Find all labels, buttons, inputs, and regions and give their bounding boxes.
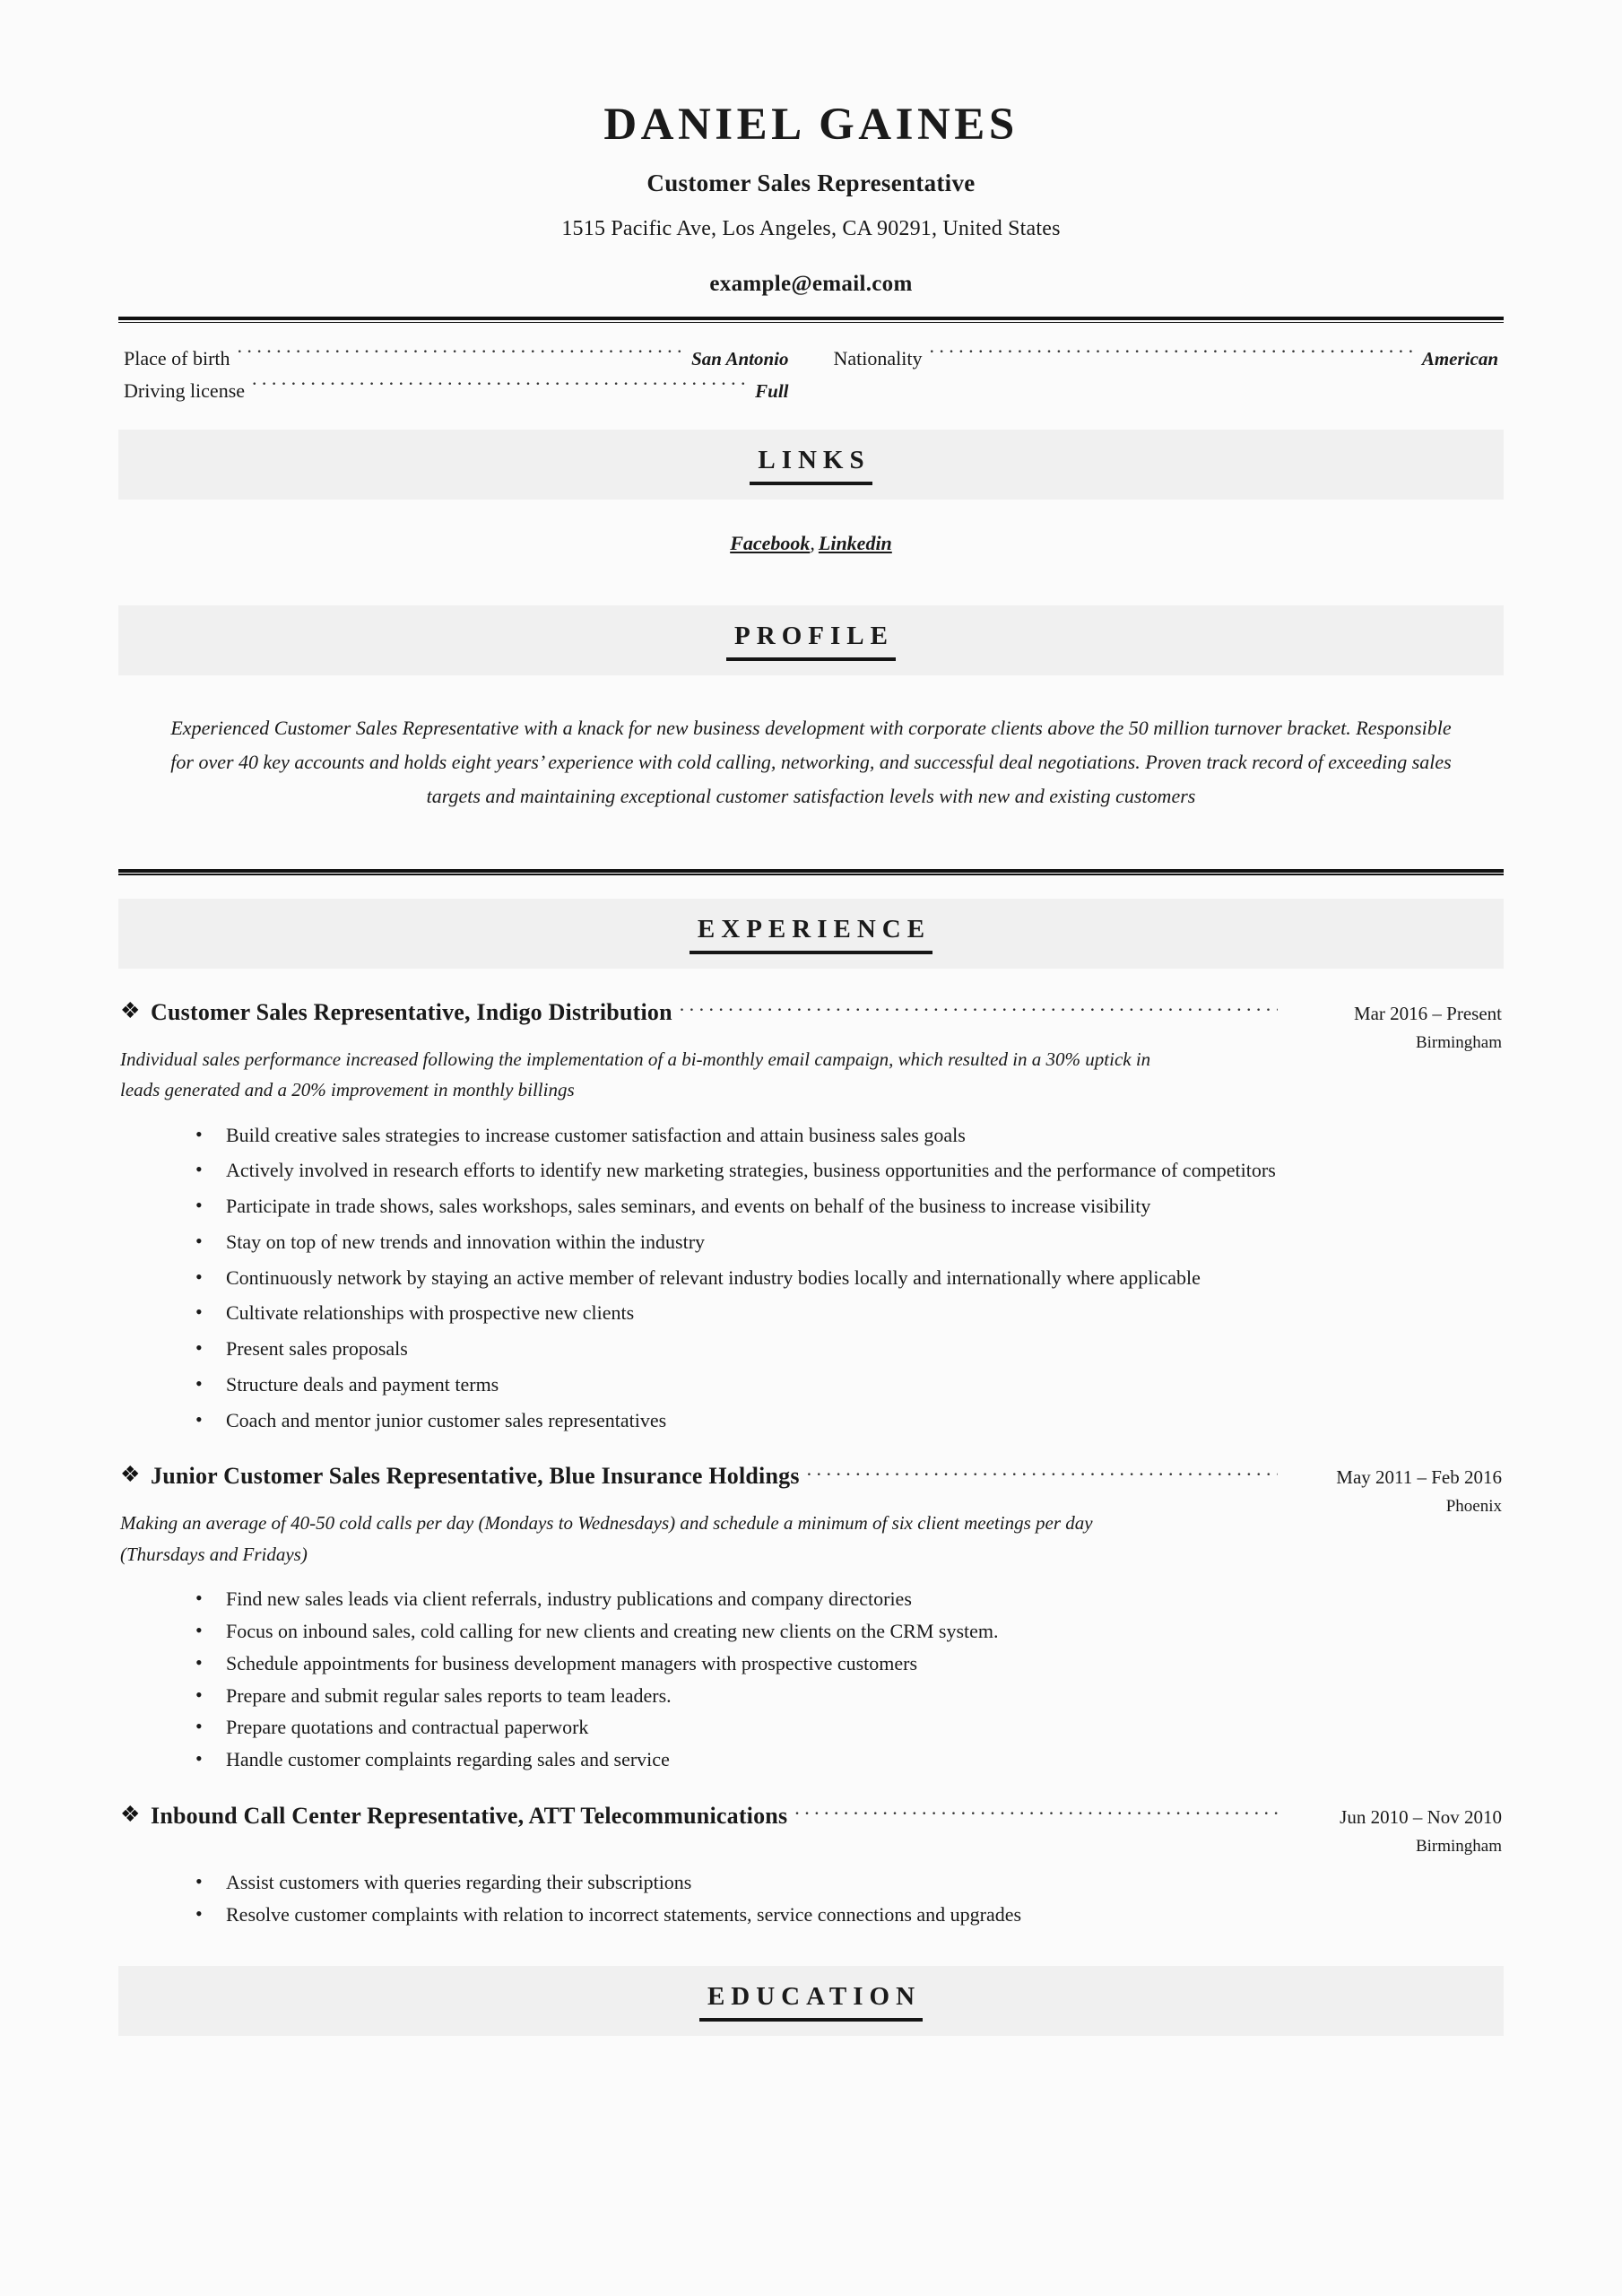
list-item: • Continuously network by staying an active member of relevant industry bodies locally and internationally where applicable bbox=[195, 1263, 1311, 1294]
list-item: • Resolve customer complaints with relation to incorrect statements, service connections and upgrades bbox=[195, 1900, 1311, 1931]
experience-meta bbox=[1297, 1466, 1502, 1517]
section-header-experience bbox=[118, 899, 1504, 969]
experience-body bbox=[120, 1867, 1502, 1931]
dotted-leader bbox=[807, 1469, 1278, 1483]
profile-body bbox=[118, 675, 1504, 838]
link-facebook[interactable]: Facebook bbox=[730, 532, 811, 555]
list-item: • Find new sales leads via client referrals, industry publications and company directories bbox=[195, 1584, 1311, 1615]
diamond-bullet-icon: ❖ bbox=[120, 1463, 141, 1488]
experience-summary: Making an average of 40-50 cold calls per day (Mondays to Wednesdays) and schedule a minimum of six client meetings per day (Thursdays and Fridays) bbox=[120, 1512, 1093, 1565]
experience-location: Birmingham bbox=[1415, 1836, 1502, 1856]
experience-bullets bbox=[120, 1584, 1502, 1776]
detail-row-nationality bbox=[834, 343, 1499, 375]
link-separator: , bbox=[810, 532, 815, 555]
header-divider bbox=[118, 317, 1504, 323]
experience-headline bbox=[120, 1803, 1502, 1857]
detail-row-driving-license bbox=[124, 375, 789, 407]
experience-dates: May 2011 – Feb 2016 bbox=[1336, 1466, 1502, 1489]
profile-text: Experienced Customer Sales Representative with a knack for new business development with corporate clients above the 50 million turnover bracket. Responsible for over 40 key accounts and holds eight years’ experience with cold calling, networking, and successful deal negotiations. Proven track record of exceeding sales targets and maintaining exceptional customer satisfaction levels with new and existing customers bbox=[170, 717, 1452, 807]
detail-row-place-of-birth bbox=[124, 343, 789, 375]
diamond-bullet-icon: ❖ bbox=[120, 998, 141, 1023]
link-linkedin[interactable]: Linkedin bbox=[818, 532, 892, 555]
section-header-links bbox=[118, 430, 1504, 500]
links-list bbox=[118, 500, 1504, 582]
header-email[interactable]: example@email.com bbox=[709, 272, 913, 297]
experience-list bbox=[118, 999, 1504, 1931]
header-address: 1515 Pacific Ave, Los Angeles, CA 90291, United States bbox=[561, 217, 1061, 241]
section-title: EXPERIENCE bbox=[690, 915, 932, 954]
detail-value: Full bbox=[755, 379, 789, 402]
list-item: • Structure deals and payment terms bbox=[195, 1370, 1311, 1401]
experience-location: Birmingham bbox=[1415, 1032, 1502, 1052]
diamond-bullet-icon: ❖ bbox=[120, 1802, 141, 1827]
section-header-education bbox=[118, 1966, 1504, 2036]
detail-label: Driving license bbox=[124, 378, 246, 402]
list-item: • Schedule appointments for business development managers with prospective customers bbox=[195, 1648, 1311, 1680]
experience-bullets bbox=[120, 1120, 1502, 1437]
experience-dates: Mar 2016 – Present bbox=[1353, 1002, 1502, 1024]
list-item: • Coach and mentor junior customer sales representatives bbox=[195, 1405, 1311, 1437]
experience-title: Junior Customer Sales Representative, Blue Insurance Holdings bbox=[151, 1463, 800, 1490]
detail-label: Place of birth bbox=[124, 347, 230, 370]
section-title: EDUCATION bbox=[699, 1982, 923, 2022]
detail-value: San Antonio bbox=[691, 348, 789, 370]
dotted-leader bbox=[929, 345, 1414, 365]
profile-divider bbox=[118, 869, 1504, 875]
experience-item bbox=[120, 1803, 1502, 1931]
section-header-profile bbox=[118, 605, 1504, 675]
experience-bullets bbox=[120, 1867, 1502, 1931]
list-item: • Actively involved in research efforts to identify new marketing strategies, business opportunities and the performance of competitors bbox=[195, 1155, 1311, 1187]
resume-header bbox=[118, 0, 1504, 297]
list-item: • Cultivate relationships with prospective new clients bbox=[195, 1298, 1311, 1329]
list-item: • Participate in trade shows, sales workshops, sales seminars, and events on behalf of the business to increase visibility bbox=[195, 1191, 1311, 1222]
list-item: • Prepare and submit regular sales reports to team leaders. bbox=[195, 1681, 1311, 1712]
section-title: PROFILE bbox=[726, 622, 896, 661]
experience-summary: Individual sales performance increased following the implementation of a bi-monthly email campaign, which resulted in a 30% uptick in leads generated and a 20% improvement in monthly billings bbox=[120, 1048, 1151, 1101]
list-item: • Stay on top of new trends and innovation within the industry bbox=[195, 1227, 1311, 1258]
dotted-leader bbox=[794, 1809, 1278, 1823]
experience-meta bbox=[1297, 1003, 1502, 1053]
experience-item bbox=[120, 999, 1502, 1437]
list-item: • Build creative sales strategies to increase customer satisfaction and attain business sales goals bbox=[195, 1120, 1311, 1152]
dotted-leader bbox=[680, 1005, 1278, 1020]
section-title: LINKS bbox=[750, 446, 872, 485]
dotted-leader bbox=[252, 378, 748, 397]
list-item: • Prepare quotations and contractual paperwork bbox=[195, 1712, 1311, 1744]
experience-item bbox=[120, 1463, 1502, 1775]
experience-location: Phoenix bbox=[1445, 1497, 1502, 1517]
experience-body bbox=[120, 1508, 1502, 1775]
experience-title: Inbound Call Center Representative, ATT Telecommunications bbox=[151, 1802, 788, 1829]
header-job-title: Customer Sales Representative bbox=[646, 170, 976, 197]
detail-label: Nationality bbox=[833, 347, 923, 370]
list-item: • Present sales proposals bbox=[195, 1334, 1311, 1365]
list-item: • Assist customers with queries regarding their subscriptions bbox=[195, 1867, 1311, 1899]
personal-details bbox=[118, 323, 1504, 406]
page-title: DANIEL GAINES bbox=[603, 100, 1019, 150]
dotted-leader bbox=[238, 345, 685, 365]
experience-meta bbox=[1297, 1806, 1502, 1857]
detail-value: American bbox=[1421, 348, 1498, 370]
experience-dates: Jun 2010 – Nov 2010 bbox=[1340, 1805, 1502, 1828]
list-item: • Handle customer complaints regarding sales and service bbox=[195, 1744, 1311, 1776]
experience-title: Customer Sales Representative, Indigo Distribution bbox=[151, 998, 672, 1025]
list-item: • Focus on inbound sales, cold calling for new clients and creating new clients on the CRM system. bbox=[195, 1616, 1311, 1648]
experience-body bbox=[120, 1044, 1502, 1437]
